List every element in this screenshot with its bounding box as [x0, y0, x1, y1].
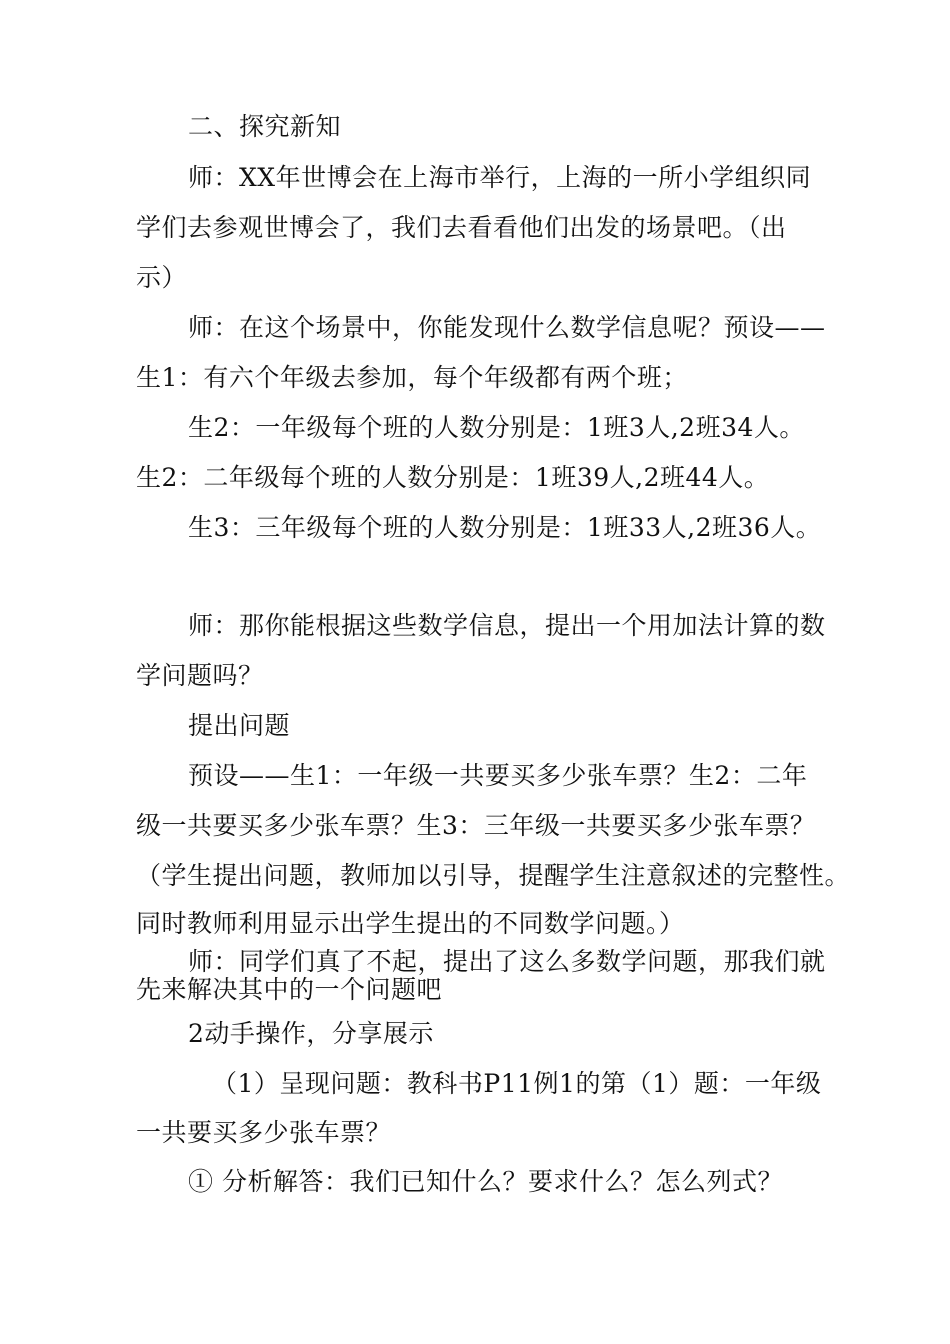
paragraph-line: 先来解决其中的一个问题吧 [136, 975, 443, 1004]
paragraph-line: （1）呈现问题：教科书P11例1的第（1）题：一年级 [212, 1069, 822, 1098]
paragraph-line: 师：XX年世博会在上海市举行，上海的一所小学组织同 [188, 163, 812, 192]
paragraph-line: （学生提出问题，教师加以引导，提醒学生注意叙述的完整性。 [136, 861, 851, 890]
paragraph-line: 生3：三年级每个班的人数分别是：1班33人,2班36人。 [188, 513, 822, 542]
paragraph-line: 生1：有六个年级去参加，每个年级都有两个班； [136, 363, 688, 392]
paragraph-line: 同时教师利用显示出学生提出的不同数学问题。） [136, 909, 685, 938]
subheading: 2动手操作，分享展示 [188, 1019, 434, 1048]
subheading: 提出问题 [188, 711, 291, 740]
paragraph-line: 级一共要买多少张车票？生3：三年级一共要买多少张车票？ [136, 811, 816, 840]
paragraph-line: 生2：二年级每个班的人数分别是：1班39人,2班44人。 [136, 463, 770, 492]
paragraph-line: ① 分析解答：我们已知什么？要求什么？怎么列式？ [188, 1167, 783, 1196]
paragraph-line: 师：那你能根据这些数学信息，提出一个用加法计算的数 [188, 611, 826, 640]
paragraph-line: 学问题吗？ [136, 661, 264, 690]
paragraph-line: 预设——生1：一年级一共要买多少张车票？生2：二年 [188, 761, 808, 790]
paragraph-line: 示） [136, 263, 188, 292]
paragraph-line: 学们去参观世博会了，我们去看看他们出发的场景吧。（出 [136, 213, 787, 242]
paragraph-line: 师：同学们真了不起，提出了这么多数学问题，那我们就 [188, 947, 826, 976]
paragraph-line: 一共要买多少张车票？ [136, 1118, 392, 1147]
section-heading: 二、探究新知 [188, 112, 342, 141]
paragraph-line: 师：在这个场景中，你能发现什么数学信息呢？预设—— [188, 313, 826, 342]
paragraph-line: 生2：一年级每个班的人数分别是：1班3人,2班34人。 [188, 413, 805, 442]
